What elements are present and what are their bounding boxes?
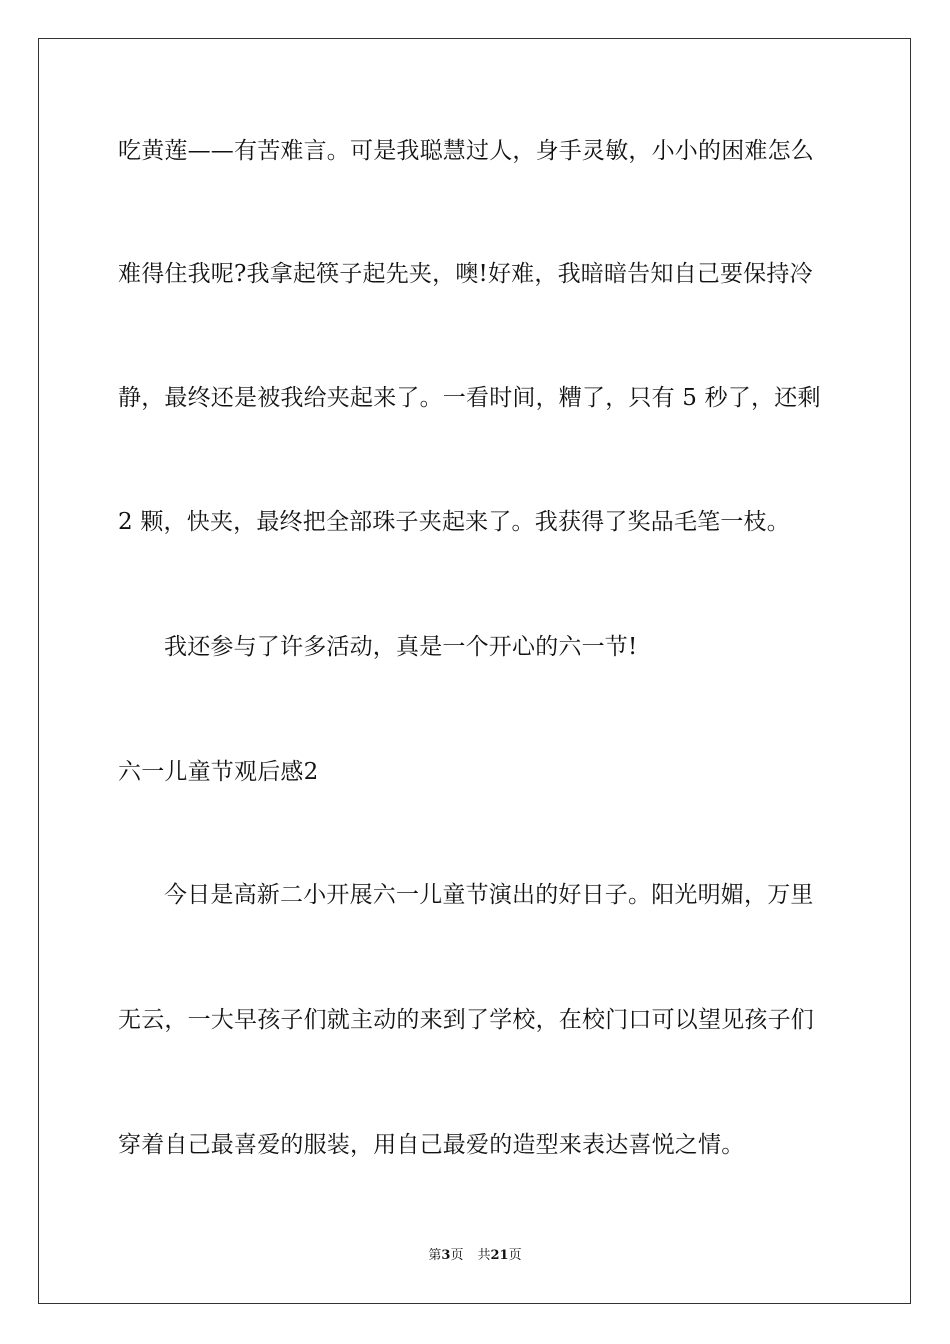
page-footer bbox=[0, 1248, 950, 1264]
total-pages: 21 bbox=[490, 1248, 509, 1263]
body-text-line: 2 颗，快夹，最终把全部珠子夹起来了。我获得了奖品毛笔一枝。 bbox=[118, 509, 790, 535]
body-paragraph-indented: 今日是高新二小开展六一儿童节演出的好日子。阳光明媚，万里 bbox=[164, 882, 814, 908]
body-text-line: 无云，一大早孩子们就主动的来到了学校，在校门口可以望见孩子们 bbox=[118, 1007, 814, 1033]
body-paragraph-indented: 我还参与了许多活动，真是一个开心的六一节! bbox=[164, 634, 638, 660]
page-suffix: 页 bbox=[450, 1248, 464, 1263]
page-prefix: 第 bbox=[428, 1248, 442, 1263]
body-text-line: 穿着自己最喜爱的服装，用自己最爱的造型来表达喜悦之情。 bbox=[118, 1132, 745, 1158]
page-number: 3 bbox=[441, 1248, 451, 1263]
total-suffix: 页 bbox=[508, 1248, 522, 1263]
body-text-line: 吃黄莲——有苦难言。可是我聪慧过人，身手灵敏，小小的困难怎么 bbox=[118, 138, 814, 164]
section-heading: 六一儿童节观后感2 bbox=[118, 759, 319, 785]
body-text-line: 难得住我呢?我拿起筷子起先夹，噢!好难，我暗暗告知自己要保持冷 bbox=[118, 261, 813, 287]
page-border bbox=[38, 38, 911, 1304]
body-text-line: 静，最终还是被我给夹起来了。一看时间，糟了，只有 5 秒了，还剩 bbox=[118, 385, 821, 411]
total-prefix: 共 bbox=[477, 1248, 491, 1263]
